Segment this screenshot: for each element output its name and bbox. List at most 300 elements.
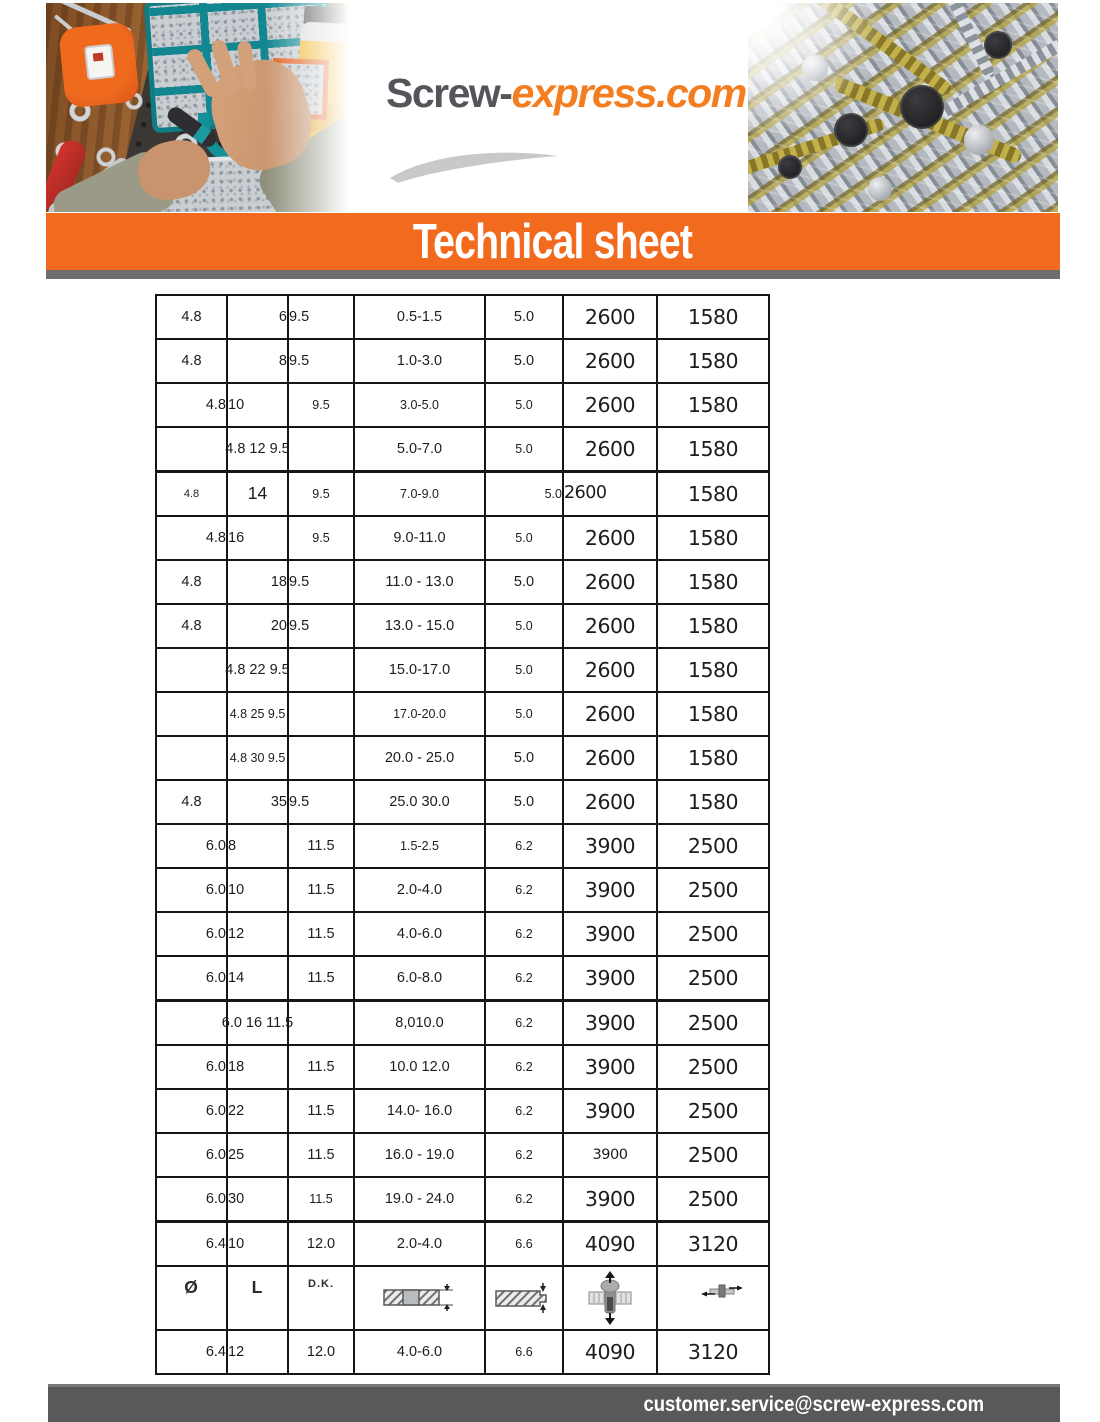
cell-grip-range — [353, 693, 484, 735]
cell-value: 4.8 — [205, 396, 226, 413]
table-header-row — [157, 1265, 768, 1329]
cell-value: 1580 — [687, 613, 739, 638]
cell-value: 3120 — [687, 1339, 739, 1364]
table-row — [157, 603, 768, 647]
cell-grip-range — [353, 1046, 484, 1088]
cell-grip-range — [353, 1223, 484, 1265]
cell-length — [226, 517, 287, 559]
cell-value: 11.5 — [307, 881, 335, 898]
cell-value: 1580 — [687, 701, 739, 726]
cell-diameter — [157, 1331, 226, 1373]
table-row — [157, 1329, 768, 1373]
cell-value: 3900 — [584, 921, 636, 946]
cell-length — [226, 737, 287, 779]
cell-value: 6.0-8.0 — [396, 969, 443, 986]
cell-value: 10.0 12.0 — [389, 1058, 450, 1075]
cell-head-diameter — [287, 384, 353, 426]
cell-value: 4.8 — [205, 529, 226, 546]
cell-shear-strength — [656, 384, 768, 426]
banner — [46, 213, 1060, 270]
cell-head-diameter — [287, 340, 353, 382]
cell-shear-strength — [656, 913, 768, 955]
cell-value: 1580 — [687, 481, 739, 506]
cell-head-diameter — [287, 473, 353, 515]
table-row — [157, 999, 768, 1044]
cell-tensile-strength — [562, 296, 656, 338]
cell-value: 11.5 — [307, 969, 335, 986]
header-hole-diameter — [484, 1267, 562, 1329]
cell-length — [226, 605, 287, 647]
cell-tensile-strength — [562, 825, 656, 867]
cell-value: 1580 — [687, 789, 739, 814]
cell-shear-strength — [656, 1002, 768, 1044]
cell-diameter — [157, 1223, 226, 1265]
cell-value: 2600 — [584, 436, 636, 461]
cell-value: 3900 — [584, 877, 636, 902]
cell-shear-strength — [656, 1046, 768, 1088]
cell-value: 25.0 30.0 — [389, 793, 450, 810]
cell-diameter — [157, 1134, 226, 1176]
cell-hole-diameter — [484, 1331, 562, 1373]
cell-value: 9.5 — [289, 308, 310, 325]
cell-length — [226, 561, 287, 603]
cell-grip-range — [353, 1134, 484, 1176]
silver-screw-head-graphic — [964, 125, 994, 155]
cell-tensile-strength — [562, 1331, 656, 1373]
cell-head-diameter — [287, 913, 353, 955]
cell-value: 6.2 — [515, 1015, 533, 1030]
cell-diameter — [157, 781, 226, 823]
cell-hole-diameter — [484, 1002, 562, 1044]
table-row — [157, 338, 768, 382]
cell-value: 5.0 — [513, 308, 535, 325]
cell-hole-diameter — [484, 1223, 562, 1265]
table-row — [157, 1088, 768, 1132]
cell-value: 11.0 - 13.0 — [385, 573, 454, 590]
cell-shear-strength — [656, 737, 768, 779]
cell-diameter — [157, 428, 226, 470]
cell-value: 6.2 — [515, 926, 533, 941]
cell-hole-diameter — [484, 1046, 562, 1088]
cell-head-diameter — [287, 957, 353, 999]
table-row — [157, 296, 768, 338]
cell-value: 6.0 — [205, 1190, 226, 1207]
black-screw-head-graphic — [900, 85, 944, 129]
cell-value: 2500 — [687, 1098, 739, 1123]
header-tensile-strength — [562, 1267, 656, 1329]
cell-value: 6.4 — [205, 1343, 226, 1360]
cell-head-diameter — [287, 1178, 353, 1220]
cell-diameter — [157, 649, 226, 691]
cell-value: 2600 — [584, 348, 636, 373]
cell-hole-diameter — [484, 825, 562, 867]
cell-value: 5.0 — [515, 530, 533, 545]
cell-length — [221, 1002, 294, 1044]
footer-email: customer.service@screw-express.com — [643, 1392, 984, 1416]
table-row — [157, 382, 768, 426]
cell-shear-strength — [656, 1331, 768, 1373]
table-row — [157, 515, 768, 559]
cell-diameter — [157, 473, 226, 515]
cell-tensile-strength — [562, 1178, 656, 1220]
table-row — [157, 1044, 768, 1088]
cell-value: 4.8 — [181, 308, 202, 325]
cell-diameter — [157, 340, 226, 382]
cell-tensile-strength — [562, 340, 656, 382]
cell-tensile-strength — [562, 693, 656, 735]
cell-value: 2.0-4.0 — [396, 881, 443, 898]
cell-grip-range — [353, 737, 484, 779]
cell-hole-diameter — [484, 693, 562, 735]
cell-value: 4.8 25 9.5 — [229, 706, 286, 721]
cell-value: 6.0 — [205, 925, 226, 942]
cell-value: 4090 — [584, 1231, 636, 1256]
cell-length — [226, 957, 287, 999]
cell-grip-range — [353, 1090, 484, 1132]
header-grip-range — [353, 1267, 484, 1329]
cell-shear-strength — [656, 561, 768, 603]
cell-value: 6.2 — [515, 970, 533, 985]
cell-value: 6.6 — [515, 1236, 533, 1251]
cell-value: 9.5 — [289, 617, 310, 634]
cell-value: 6.4 — [205, 1235, 226, 1252]
cell-value: 2600 — [584, 745, 636, 770]
cell-value: 3900 — [584, 833, 636, 858]
cell-value: 20.0 - 25.0 — [384, 749, 455, 766]
cell-value: 6 — [278, 308, 287, 325]
cell-value: 8,010.0 — [395, 1014, 444, 1031]
cell-tensile-strength — [562, 869, 656, 911]
cell-shear-strength — [656, 517, 768, 559]
cell-value: 2500 — [687, 833, 739, 858]
logo-swoosh — [386, 146, 564, 184]
cell-head-diameter — [287, 1331, 353, 1373]
cell-length — [226, 384, 287, 426]
cell-value: 6.2 — [515, 1103, 533, 1118]
cell-value: 6.2 — [515, 882, 533, 897]
cell-shear-strength — [656, 428, 768, 470]
cell-shear-strength — [656, 649, 768, 691]
table-row — [157, 911, 768, 955]
cell-value: 4.0-6.0 — [396, 1343, 443, 1360]
cell-shear-strength — [656, 296, 768, 338]
header-shear-strength — [656, 1267, 768, 1329]
header-head-diameter — [287, 1267, 353, 1329]
cell-diameter — [157, 384, 226, 426]
cell-hole-diameter — [484, 913, 562, 955]
cell-value: 4090 — [584, 1339, 636, 1364]
hole-diameter-diagram — [495, 1282, 553, 1314]
cell-value: 12 — [228, 925, 245, 942]
cell-head-diameter — [287, 1046, 353, 1088]
cell-value: 5.0 — [515, 441, 533, 456]
cell-value: 10 — [228, 881, 245, 898]
cell-diameter — [157, 1002, 226, 1044]
cell-value: 5.0 — [544, 486, 562, 501]
cell-diameter — [157, 1046, 226, 1088]
cell-length — [226, 693, 287, 735]
tensile-strength-diagram — [588, 1271, 632, 1325]
cell-value: 6.0 — [205, 1058, 226, 1075]
cell-value: 3900 — [584, 1098, 636, 1123]
cell-grip-range — [353, 1178, 484, 1220]
cell-hole-diameter — [484, 1134, 562, 1176]
cell-diameter — [157, 825, 226, 867]
cell-value: 0.5-1.5 — [396, 308, 443, 325]
tape-measure-graphic — [58, 21, 140, 108]
cell-hole-diameter — [484, 957, 562, 999]
cell-length — [226, 1046, 287, 1088]
cell-value: 5.0 — [513, 352, 535, 369]
logo-text-orange: express.com — [511, 70, 746, 116]
cell-length — [226, 1178, 287, 1220]
cell-value: 10 — [228, 396, 245, 413]
cell-diameter — [157, 693, 226, 735]
cell-head-diameter — [287, 737, 353, 779]
cell-value: 4.8 12 9.5 — [225, 440, 290, 457]
cell-length — [226, 1223, 287, 1265]
cell-tensile-strength — [562, 1046, 656, 1088]
cell-value: 2500 — [687, 1010, 739, 1035]
cell-value: 14 — [228, 969, 245, 986]
cell-length — [226, 1090, 287, 1132]
cell-value: 35 — [270, 793, 287, 810]
cell-length — [226, 825, 287, 867]
cell-value: 4.8 — [181, 573, 202, 590]
spec-table — [155, 294, 770, 1375]
silver-screw-head-graphic — [868, 177, 892, 201]
cell-shear-strength — [656, 605, 768, 647]
logo-text-gray: Screw- — [386, 70, 512, 116]
cell-tensile-strength — [562, 517, 656, 559]
cell-value: 11.5 — [307, 925, 335, 942]
cell-grip-range — [353, 561, 484, 603]
cell-shear-strength — [656, 340, 768, 382]
banner-title: Technical sheet — [413, 214, 693, 269]
cell-value: 2600 — [584, 701, 636, 726]
cell-shear-strength — [656, 957, 768, 999]
cell-tensile-strength — [562, 605, 656, 647]
cell-shear-strength — [656, 781, 768, 823]
cell-value: 12 — [228, 1343, 245, 1360]
cell-value: 9.5 — [312, 397, 330, 412]
cell-head-diameter — [287, 781, 353, 823]
banner-underline — [46, 270, 1060, 279]
cell-value: 2500 — [687, 921, 739, 946]
cell-grip-range — [353, 649, 484, 691]
cell-grip-range — [353, 957, 484, 999]
cell-grip-range — [353, 869, 484, 911]
cell-tensile-strength — [562, 1090, 656, 1132]
cell-head-diameter — [287, 296, 353, 338]
cell-head-diameter — [287, 605, 353, 647]
cell-value: 22 — [228, 1102, 245, 1119]
cell-value: 9.5 — [289, 573, 310, 590]
cell-value: 1.5-2.5 — [400, 838, 439, 853]
cell-length — [226, 340, 287, 382]
cell-tensile-strength — [562, 649, 656, 691]
cell-hole-diameter — [484, 296, 562, 338]
cell-hole-diameter — [484, 781, 562, 823]
cell-value: 1580 — [687, 304, 739, 329]
table-row — [157, 691, 768, 735]
cell-value: 19.0 - 24.0 — [384, 1190, 455, 1207]
cell-head-diameter — [287, 517, 353, 559]
header-label: D.K. — [308, 1278, 334, 1290]
cell-shear-strength — [656, 1134, 768, 1176]
cell-value: 2600 — [564, 483, 607, 504]
cell-value: 4.8 30 9.5 — [229, 750, 286, 765]
cell-hole-diameter — [484, 517, 562, 559]
header-diameter — [157, 1267, 226, 1329]
cell-value: 6.2 — [515, 1059, 533, 1074]
cell-shear-strength — [656, 1223, 768, 1265]
cell-shear-strength — [656, 693, 768, 735]
cell-tensile-strength — [562, 781, 656, 823]
footer-bar — [48, 1384, 1060, 1422]
cell-grip-range — [353, 340, 484, 382]
workbench-photo — [46, 3, 370, 212]
cell-value: 2600 — [584, 657, 636, 682]
cell-head-diameter — [287, 428, 353, 470]
table-row — [157, 823, 768, 867]
cell-value: 5.0 — [513, 793, 535, 810]
cell-head-diameter — [287, 825, 353, 867]
cell-value: 4.8 — [181, 352, 202, 369]
cell-value: 25 — [228, 1146, 245, 1163]
cell-hole-diameter — [484, 384, 562, 426]
cell-value: 2500 — [687, 1142, 739, 1167]
cell-diameter — [157, 737, 226, 779]
cell-value: 9.5 — [312, 530, 330, 545]
cell-value: 6.0 — [205, 837, 226, 854]
cell-value: 5.0-7.0 — [396, 440, 443, 457]
cell-tensile-strength — [562, 1134, 656, 1176]
cell-value: 1580 — [687, 657, 739, 682]
cell-value: 1.0-3.0 — [396, 352, 443, 369]
black-screw-head-graphic — [984, 31, 1012, 59]
cell-value: 16 — [228, 529, 245, 546]
cell-tensile-strength — [562, 1002, 656, 1044]
cell-tensile-strength — [562, 957, 656, 999]
cell-value: 3900 — [592, 1146, 628, 1163]
cell-head-diameter — [287, 869, 353, 911]
cell-grip-range — [353, 1331, 484, 1373]
table-row — [157, 1220, 768, 1265]
cell-value: 4.8 — [181, 617, 202, 634]
table-row — [157, 470, 768, 515]
cell-value: 11.5 — [307, 837, 335, 854]
cell-value: 6.0 16 11.5 — [221, 1014, 294, 1031]
cell-value: 1580 — [687, 525, 739, 550]
cell-tensile-strength — [562, 913, 656, 955]
cell-hole-diameter — [484, 1178, 562, 1220]
cell-value: 17.0-20.0 — [393, 706, 446, 721]
cell-value: 10 — [228, 1235, 245, 1252]
cell-value: 1580 — [687, 745, 739, 770]
cell-length — [225, 428, 290, 470]
cell-value: 9.5 — [312, 486, 330, 501]
cell-value: 4.8 22 9.5 — [225, 661, 290, 678]
cell-value: 9.0-11.0 — [393, 529, 446, 546]
cell-length — [226, 296, 287, 338]
tape-measure-mark — [93, 53, 104, 62]
cell-value: 4.8 — [181, 793, 202, 810]
cell-value: 5.0 — [515, 397, 533, 412]
cell-shear-strength — [656, 473, 768, 515]
cell-shear-strength — [656, 1178, 768, 1220]
cell-hole-diameter — [484, 605, 562, 647]
cell-grip-range — [353, 428, 484, 470]
cell-grip-range — [353, 384, 484, 426]
cell-length — [226, 869, 287, 911]
cell-grip-range — [353, 473, 484, 515]
cell-diameter — [157, 1178, 226, 1220]
cell-hole-diameter — [484, 1090, 562, 1132]
screws-photo — [748, 3, 1058, 212]
table-row — [157, 955, 768, 999]
cell-value: 3120 — [687, 1231, 739, 1256]
cell-head-diameter — [287, 561, 353, 603]
cell-length — [226, 473, 287, 515]
cell-head-diameter — [287, 1002, 353, 1044]
cell-head-diameter — [287, 1223, 353, 1265]
cell-diameter — [157, 296, 226, 338]
cell-hole-diameter — [484, 737, 562, 779]
table-row — [157, 1176, 768, 1220]
cell-value: 5.0 — [515, 662, 533, 677]
table-row — [157, 735, 768, 779]
cell-grip-range — [353, 781, 484, 823]
header-length — [226, 1267, 287, 1329]
cell-value: 4.0-6.0 — [396, 925, 443, 942]
cell-value: 2600 — [584, 613, 636, 638]
cell-value: 18 — [228, 1058, 245, 1075]
cell-hole-diameter — [484, 649, 562, 691]
cell-shear-strength — [656, 825, 768, 867]
cell-tensile-strength — [562, 473, 656, 515]
cell-diameter — [157, 605, 226, 647]
header-label: Ø — [184, 1277, 199, 1297]
cell-value: 18 — [270, 573, 287, 590]
cell-value: 6.0 — [205, 969, 226, 986]
cell-value: 4.8 — [183, 487, 200, 500]
cell-value: 2500 — [687, 965, 739, 990]
cell-value: 6.2 — [515, 1147, 533, 1162]
cell-length — [226, 1134, 287, 1176]
cell-value: 6.0 — [205, 1146, 226, 1163]
cell-value: 6.2 — [515, 1191, 533, 1206]
table-row — [157, 647, 768, 691]
cell-hole-diameter — [484, 473, 562, 515]
cell-value: 3.0-5.0 — [400, 397, 439, 412]
cell-value: 6.0 — [205, 1102, 226, 1119]
cell-grip-range — [353, 913, 484, 955]
cell-value: 30 — [228, 1190, 245, 1207]
cell-diameter — [157, 517, 226, 559]
cell-value: 14.0- 16.0 — [386, 1102, 453, 1119]
cell-value: 5.0 — [515, 706, 533, 721]
cell-value: 1580 — [687, 436, 739, 461]
table-row — [157, 867, 768, 911]
black-screw-head-graphic — [778, 155, 802, 179]
cell-tensile-strength — [562, 428, 656, 470]
cell-value: 6.0 — [205, 881, 226, 898]
brand-logo — [386, 70, 746, 117]
cell-shear-strength — [656, 1090, 768, 1132]
cell-shear-strength — [656, 869, 768, 911]
cell-value: 12.0 — [306, 1343, 336, 1360]
